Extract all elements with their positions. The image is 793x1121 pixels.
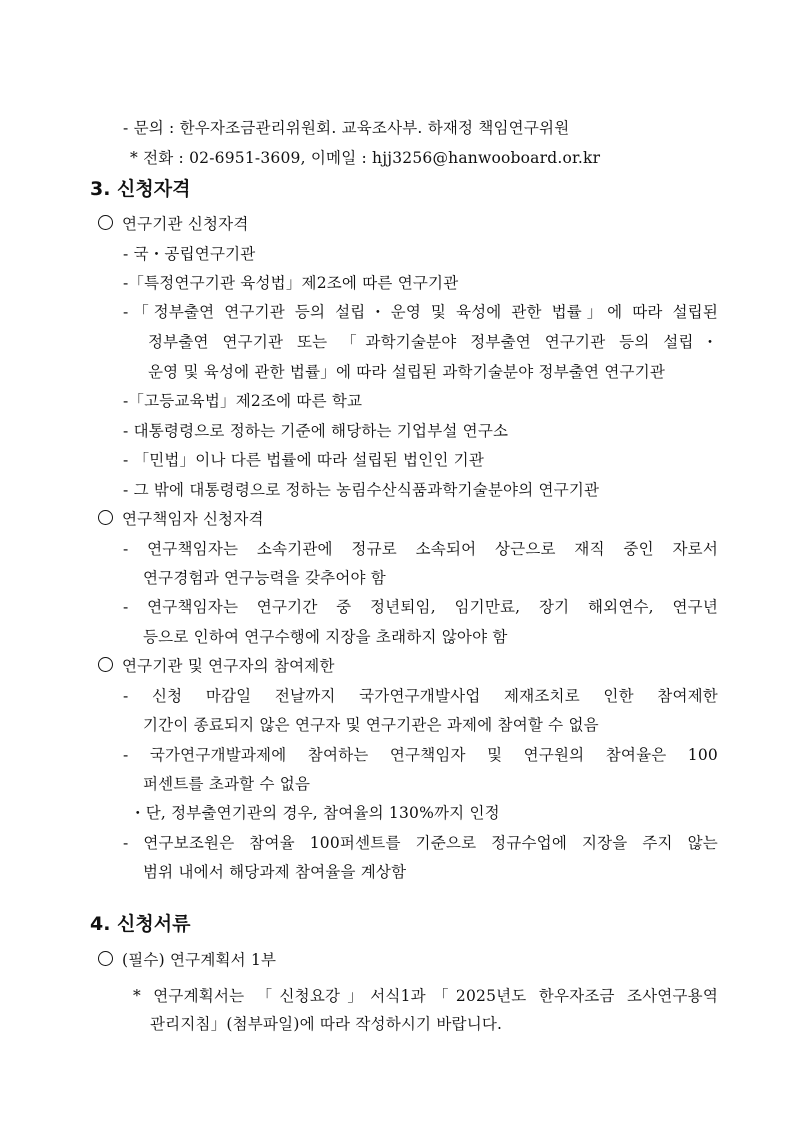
section-3-heading: 3. 신청자격	[90, 178, 191, 200]
institution-item-3	[123, 302, 718, 322]
institution-item-3-cont-1	[148, 332, 718, 352]
institution-item-4: -「고등교육법」제2조에 따른 학교	[123, 392, 363, 410]
researcher-item-1	[123, 539, 718, 559]
restriction-item-3-cont: 범위 내에서 해당과제 참여율을 계상함	[143, 863, 407, 881]
institution-item-3-cont-1-text: 정부출연 연구기관 또는 「과학기술분야 정부출연 연구기관 등의 설립・	[148, 333, 718, 351]
restriction-item-3-text: - 연구보조원은 참여율 100퍼센트를 기준으로 정규수업에 지장을 주지 않는	[123, 834, 718, 852]
circle-bullet-icon	[98, 951, 113, 966]
institution-item-7: - 그 밖에 대통령령으로 정하는 농림수산식품과학기술분야의 연구기관	[123, 481, 600, 499]
researcher-title-text: 연구책임자 신청자격	[122, 510, 264, 528]
restriction-item-1-text: - 신청 마감일 전날까지 국가연구개발사업 제재조치로 인한 참여제한	[123, 687, 718, 705]
circle-bullet-icon	[98, 657, 113, 672]
required-title-text: (필수) 연구계획서 1부	[122, 951, 277, 969]
researcher-item-1-cont: 연구경험과 연구능력을 갖추어야 함	[143, 569, 386, 587]
institution-item-5: - 대통령령으로 정하는 기준에 해당하는 기업부설 연구소	[123, 422, 509, 440]
restriction-item-2-cont: 퍼센트를 초과할 수 없음	[143, 775, 311, 793]
restriction-item-3	[123, 833, 718, 853]
institution-qualification-title	[98, 214, 249, 234]
restriction-item-1	[123, 686, 718, 706]
restriction-item-2-note: ・단, 정부출연기관의 경우, 참여율의 130%까지 인정	[130, 804, 500, 822]
researcher-item-2-cont: 등으로 인하여 연구수행에 지장을 초래하지 않아야 함	[143, 628, 508, 646]
researcher-item-2	[123, 597, 718, 617]
circle-bullet-icon	[98, 510, 113, 525]
circle-bullet-icon	[98, 215, 113, 230]
restriction-item-2	[123, 745, 718, 765]
institution-item-2: -「특정연구기관 육성법」제2조에 따른 연구기관	[123, 274, 459, 292]
contact-phone: * 전화 : 02-6951-3609, 이메일 : hjj3256@hanwooboard.or.kr	[130, 149, 601, 167]
required-note-1	[133, 986, 718, 1006]
required-document-title	[98, 950, 276, 970]
required-note-1-text: * 연구계획서는 「신청요강」서식1과「2025년도 한우자조금 조사연구용역	[133, 987, 718, 1005]
institution-title-text: 연구기관 신청자격	[122, 215, 249, 233]
required-note-1-cont: 관리지침」(첨부파일)에 따라 작성하시기 바랍니다.	[150, 1015, 503, 1033]
institution-item-1: - 국・공립연구기관	[123, 245, 256, 263]
participation-restriction-title	[98, 656, 335, 676]
contact-inquiry: - 문의 : 한우자조금관리위원회. 교육조사부. 하재정 책임연구위원	[123, 119, 570, 137]
researcher-item-2-text: - 연구책임자는 연구기간 중 정년퇴임, 임기만료, 장기 해외연수, 연구년	[123, 598, 718, 616]
restriction-item-2-text: - 국가연구개발과제에 참여하는 연구책임자 및 연구원의 참여율은 100	[123, 746, 718, 764]
institution-item-3-cont-2: 운영 및 육성에 관한 법률」에 따라 설립된 과학기술분야 정부출연 연구기관	[148, 363, 666, 381]
restriction-item-1-cont: 기간이 종료되지 않은 연구자 및 연구기관은 과제에 참여할 수 없음	[143, 716, 599, 734]
institution-item-6: - 「민법」이나 다른 법률에 따라 설립된 법인인 기관	[123, 451, 485, 469]
restriction-title-text: 연구기관 및 연구자의 참여제한	[122, 657, 335, 675]
researcher-item-1-text: - 연구책임자는 소속기관에 정규로 소속되어 상근으로 재직 중인 자로서	[123, 540, 718, 558]
institution-item-3-text: -「정부출연 연구기관 등의 설립・운영 및 육성에 관한 법률」에 따라 설립된	[123, 303, 718, 321]
section-4-heading: 4. 신청서류	[90, 913, 191, 935]
researcher-qualification-title	[98, 509, 264, 529]
